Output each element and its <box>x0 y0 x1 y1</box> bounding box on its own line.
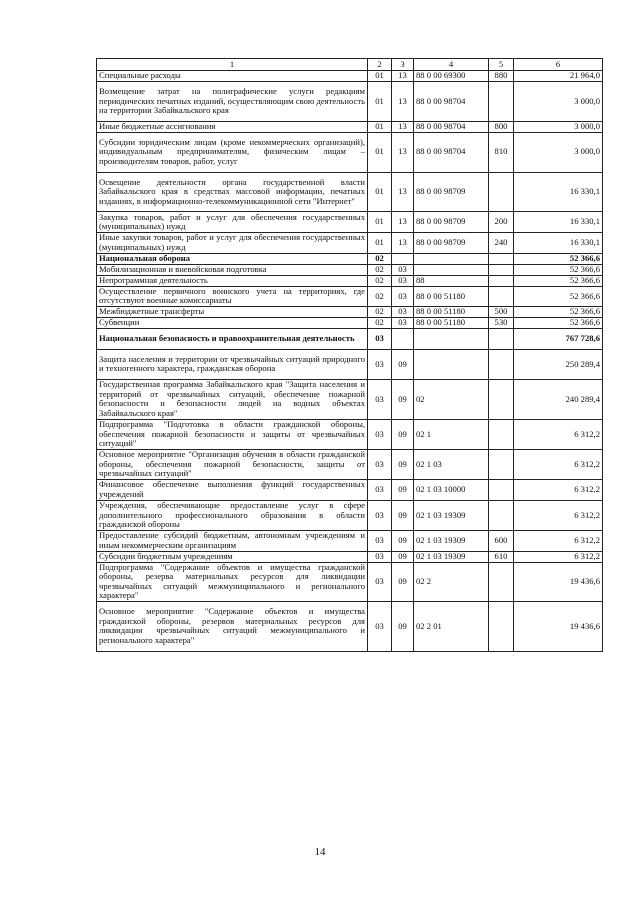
row-subsection-code: 09 <box>392 551 414 562</box>
row-expense-type-code <box>489 602 514 651</box>
row-expense-type-code <box>489 500 514 530</box>
row-amount: 19 436,6 <box>514 562 603 602</box>
row-target-article-code: 88 0 00 51180 <box>414 318 489 329</box>
row-expense-type-code <box>489 253 514 264</box>
row-section-code: 03 <box>368 419 392 449</box>
row-section-code: 02 <box>368 318 392 329</box>
row-target-article-code: 02 1 <box>414 419 489 449</box>
table-row <box>97 82 603 122</box>
row-amount: 52 366,6 <box>514 318 603 329</box>
row-description: Основное мероприятие "Организация обучения в области гражданской обороны, обеспечения пожарной безопасности, защиты от чрезвычайных ситуаций" <box>97 449 368 479</box>
row-amount: 3 000,0 <box>514 121 603 132</box>
row-target-article-code: 02 1 03 10000 <box>414 480 489 501</box>
row-description: Субсидии бюджетным учреждениям <box>97 551 368 562</box>
row-section-code: 02 <box>368 307 392 318</box>
row-expense-type-code: 600 <box>489 530 514 551</box>
row-subsection-code: 03 <box>392 264 414 275</box>
row-expense-type-code <box>489 449 514 479</box>
row-subsection-code: 13 <box>392 232 414 253</box>
row-section-code: 01 <box>368 82 392 122</box>
table-row <box>97 480 603 501</box>
row-amount: 6 312,2 <box>514 480 603 501</box>
row-target-article-code: 88 0 00 51180 <box>414 286 489 307</box>
row-description: Мобилизационная и вневойсковая подготовка <box>97 264 368 275</box>
table-row <box>97 121 603 132</box>
row-target-article-code <box>414 349 489 379</box>
table-row <box>97 449 603 479</box>
row-description: Осуществление первичного воинского учета на территориях, где отсутствуют военные комиссариаты <box>97 286 368 307</box>
budget-table <box>96 58 603 652</box>
row-expense-type-code <box>489 172 514 212</box>
row-target-article-code: 88 0 00 69300 <box>414 71 489 82</box>
table-row <box>97 172 603 212</box>
row-section-code: 03 <box>368 562 392 602</box>
table-row <box>97 307 603 318</box>
row-section-code: 02 <box>368 253 392 264</box>
header-cell: 1 <box>97 59 368 71</box>
row-section-code: 01 <box>368 172 392 212</box>
row-section-code: 01 <box>368 132 392 172</box>
row-section-code: 01 <box>368 232 392 253</box>
table-row <box>97 275 603 286</box>
row-amount: 52 366,6 <box>514 264 603 275</box>
table-row <box>97 551 603 562</box>
header-cell: 4 <box>414 59 489 71</box>
row-subsection-code: 09 <box>392 530 414 551</box>
row-amount: 16 330,1 <box>514 212 603 233</box>
row-section-code: 03 <box>368 500 392 530</box>
row-section-code: 03 <box>368 349 392 379</box>
header-cell: 3 <box>392 59 414 71</box>
row-target-article-code: 88 0 00 98709 <box>414 232 489 253</box>
row-subsection-code: 09 <box>392 562 414 602</box>
row-subsection-code: 03 <box>392 318 414 329</box>
row-description: Национальная безопасность и правоохранительная деятельность <box>97 329 368 350</box>
row-section-code: 02 <box>368 286 392 307</box>
header-cell: 6 <box>514 59 603 71</box>
row-amount: 767 728,6 <box>514 329 603 350</box>
row-description: Учреждения, обеспечивающие предоставление услуг в сфере дополнительного профессионального образования в области гражданской обороны <box>97 500 368 530</box>
row-subsection-code <box>392 329 414 350</box>
row-section-code: 03 <box>368 449 392 479</box>
row-subsection-code: 13 <box>392 82 414 122</box>
row-expense-type-code <box>489 275 514 286</box>
row-expense-type-code: 530 <box>489 318 514 329</box>
table-row <box>97 349 603 379</box>
table-row <box>97 329 603 350</box>
row-amount: 52 366,6 <box>514 275 603 286</box>
row-subsection-code: 09 <box>392 602 414 651</box>
table-row <box>97 212 603 233</box>
row-amount: 6 312,2 <box>514 500 603 530</box>
row-subsection-code: 03 <box>392 286 414 307</box>
row-section-code: 02 <box>368 275 392 286</box>
row-description: Возмещение затрат на полиграфические услуги редакциям периодических печатных изданий, осуществляющим свою деятельность на территории Забайкальского края <box>97 82 368 122</box>
row-description: Субсидии юридическим лицам (кроме некоммерческих организаций), индивидуальным предпринимателям, физическим лицам – производителям товаров, работ, услуг <box>97 132 368 172</box>
row-expense-type-code <box>489 379 514 419</box>
budget-table-page <box>96 58 602 652</box>
row-target-article-code: 88 0 00 98704 <box>414 121 489 132</box>
table-row <box>97 602 603 651</box>
budget-table-body <box>97 59 603 652</box>
row-section-code: 03 <box>368 602 392 651</box>
row-amount: 16 330,1 <box>514 232 603 253</box>
row-expense-type-code <box>489 264 514 275</box>
row-subsection-code: 13 <box>392 172 414 212</box>
row-description: Иные бюджетные ассигнования <box>97 121 368 132</box>
row-description: Государственная программа Забайкальского края "Защита населения и территорий от чрезвычайных ситуаций, обеспечение пожарной безопасности и безопасности людей на водных объектах Забайкальского края" <box>97 379 368 419</box>
row-target-article-code: 02 2 <box>414 562 489 602</box>
row-target-article-code <box>414 329 489 350</box>
row-section-code: 03 <box>368 329 392 350</box>
row-target-article-code: 02 1 03 19309 <box>414 500 489 530</box>
row-target-article-code: 02 1 03 <box>414 449 489 479</box>
row-expense-type-code <box>489 82 514 122</box>
row-amount: 16 330,1 <box>514 172 603 212</box>
row-description: Закупка товаров, работ и услуг для обеспечения государственных (муниципальных) нужд <box>97 212 368 233</box>
table-row <box>97 232 603 253</box>
row-expense-type-code <box>489 480 514 501</box>
row-subsection-code: 13 <box>392 71 414 82</box>
row-description: Субвенции <box>97 318 368 329</box>
row-description: Предоставление субсидий бюджетным, автономным учреждениям и иным некоммерческим организациям <box>97 530 368 551</box>
row-amount: 3 000,0 <box>514 132 603 172</box>
table-row <box>97 264 603 275</box>
row-amount: 3 000,0 <box>514 82 603 122</box>
row-description: Основное мероприятие "Содержание объектов и имущества гражданской обороны, резервов материальных ресурсов для ликвидации чрезвычайных ситуаций межмуниципального и регионального характера" <box>97 602 368 651</box>
table-row <box>97 419 603 449</box>
row-expense-type-code <box>489 419 514 449</box>
row-expense-type-code: 500 <box>489 307 514 318</box>
row-target-article-code: 02 1 03 19309 <box>414 551 489 562</box>
row-subsection-code: 09 <box>392 500 414 530</box>
table-row <box>97 132 603 172</box>
row-subsection-code: 03 <box>392 307 414 318</box>
table-row <box>97 530 603 551</box>
row-target-article-code: 88 0 00 51180 <box>414 307 489 318</box>
row-expense-type-code: 880 <box>489 71 514 82</box>
row-amount: 21 964,0 <box>514 71 603 82</box>
row-description: Непрограммная деятельность <box>97 275 368 286</box>
row-section-code: 01 <box>368 71 392 82</box>
table-row <box>97 562 603 602</box>
header-cell: 2 <box>368 59 392 71</box>
row-expense-type-code <box>489 286 514 307</box>
row-section-code: 01 <box>368 121 392 132</box>
row-expense-type-code <box>489 349 514 379</box>
row-amount: 19 436,6 <box>514 602 603 651</box>
row-subsection-code: 09 <box>392 349 414 379</box>
row-amount: 52 366,6 <box>514 286 603 307</box>
row-expense-type-code: 800 <box>489 121 514 132</box>
row-subsection-code <box>392 253 414 264</box>
page-number: 14 <box>314 846 326 858</box>
row-expense-type-code: 240 <box>489 232 514 253</box>
row-description: Национальная оборона <box>97 253 368 264</box>
row-target-article-code: 88 0 00 98709 <box>414 172 489 212</box>
row-description: Специальные расходы <box>97 71 368 82</box>
row-description: Защита населения и территории от чрезвычайных ситуаций природного и техногенного характера, гражданская оборона <box>97 349 368 379</box>
row-amount: 250 289,4 <box>514 349 603 379</box>
table-row <box>97 379 603 419</box>
row-target-article-code: 88 0 00 98704 <box>414 82 489 122</box>
header-cell: 5 <box>489 59 514 71</box>
row-amount: 6 312,2 <box>514 551 603 562</box>
row-section-code: 01 <box>368 212 392 233</box>
row-description: Подпрограмма "Содержание объектов и имущества гражданской обороны, резерва материальных ресурсов для ликвидации чрезвычайных ситуаций межмуниципального и регионального характера" <box>97 562 368 602</box>
row-expense-type-code: 200 <box>489 212 514 233</box>
table-row <box>97 318 603 329</box>
row-target-article-code <box>414 253 489 264</box>
row-description: Финансовое обеспечение выполнения функций государственных учреждений <box>97 480 368 501</box>
row-section-code: 03 <box>368 379 392 419</box>
row-target-article-code: 88 0 00 98709 <box>414 212 489 233</box>
row-section-code: 03 <box>368 551 392 562</box>
row-amount: 6 312,2 <box>514 419 603 449</box>
row-expense-type-code: 810 <box>489 132 514 172</box>
table-row <box>97 71 603 82</box>
row-subsection-code: 09 <box>392 480 414 501</box>
row-expense-type-code: 610 <box>489 551 514 562</box>
row-amount: 6 312,2 <box>514 530 603 551</box>
row-expense-type-code <box>489 562 514 602</box>
table-row <box>97 253 603 264</box>
row-target-article-code: 02 <box>414 379 489 419</box>
row-description: Межбюджетные трансферты <box>97 307 368 318</box>
row-subsection-code: 09 <box>392 379 414 419</box>
row-target-article-code: 88 <box>414 275 489 286</box>
row-section-code: 03 <box>368 530 392 551</box>
row-description: Подпрограмма "Подготовка в области гражданской обороны, обеспечения пожарной безопасности и защиты от чрезвычайных ситуаций" <box>97 419 368 449</box>
row-target-article-code: 88 0 00 98704 <box>414 132 489 172</box>
row-description: Освещение деятельности органа государственной власти Забайкальского края в средствах массовой информации, печатных изданиях, в информационно-телекоммуникационной сети "Интернет" <box>97 172 368 212</box>
row-target-article-code: 02 1 03 19309 <box>414 530 489 551</box>
row-amount: 52 366,6 <box>514 253 603 264</box>
row-target-article-code: 02 2 01 <box>414 602 489 651</box>
row-section-code: 02 <box>368 264 392 275</box>
table-row <box>97 286 603 307</box>
table-header-row <box>97 59 603 71</box>
row-amount: 52 366,6 <box>514 307 603 318</box>
row-amount: 240 289,4 <box>514 379 603 419</box>
row-expense-type-code <box>489 329 514 350</box>
row-subsection-code: 03 <box>392 275 414 286</box>
row-subsection-code: 13 <box>392 121 414 132</box>
row-amount: 6 312,2 <box>514 449 603 479</box>
row-target-article-code <box>414 264 489 275</box>
table-row <box>97 500 603 530</box>
row-description: Иные закупки товаров, работ и услуг для обеспечения государственных (муниципальных) нужд <box>97 232 368 253</box>
row-subsection-code: 09 <box>392 419 414 449</box>
row-subsection-code: 09 <box>392 449 414 479</box>
row-subsection-code: 13 <box>392 212 414 233</box>
row-section-code: 03 <box>368 480 392 501</box>
row-subsection-code: 13 <box>392 132 414 172</box>
